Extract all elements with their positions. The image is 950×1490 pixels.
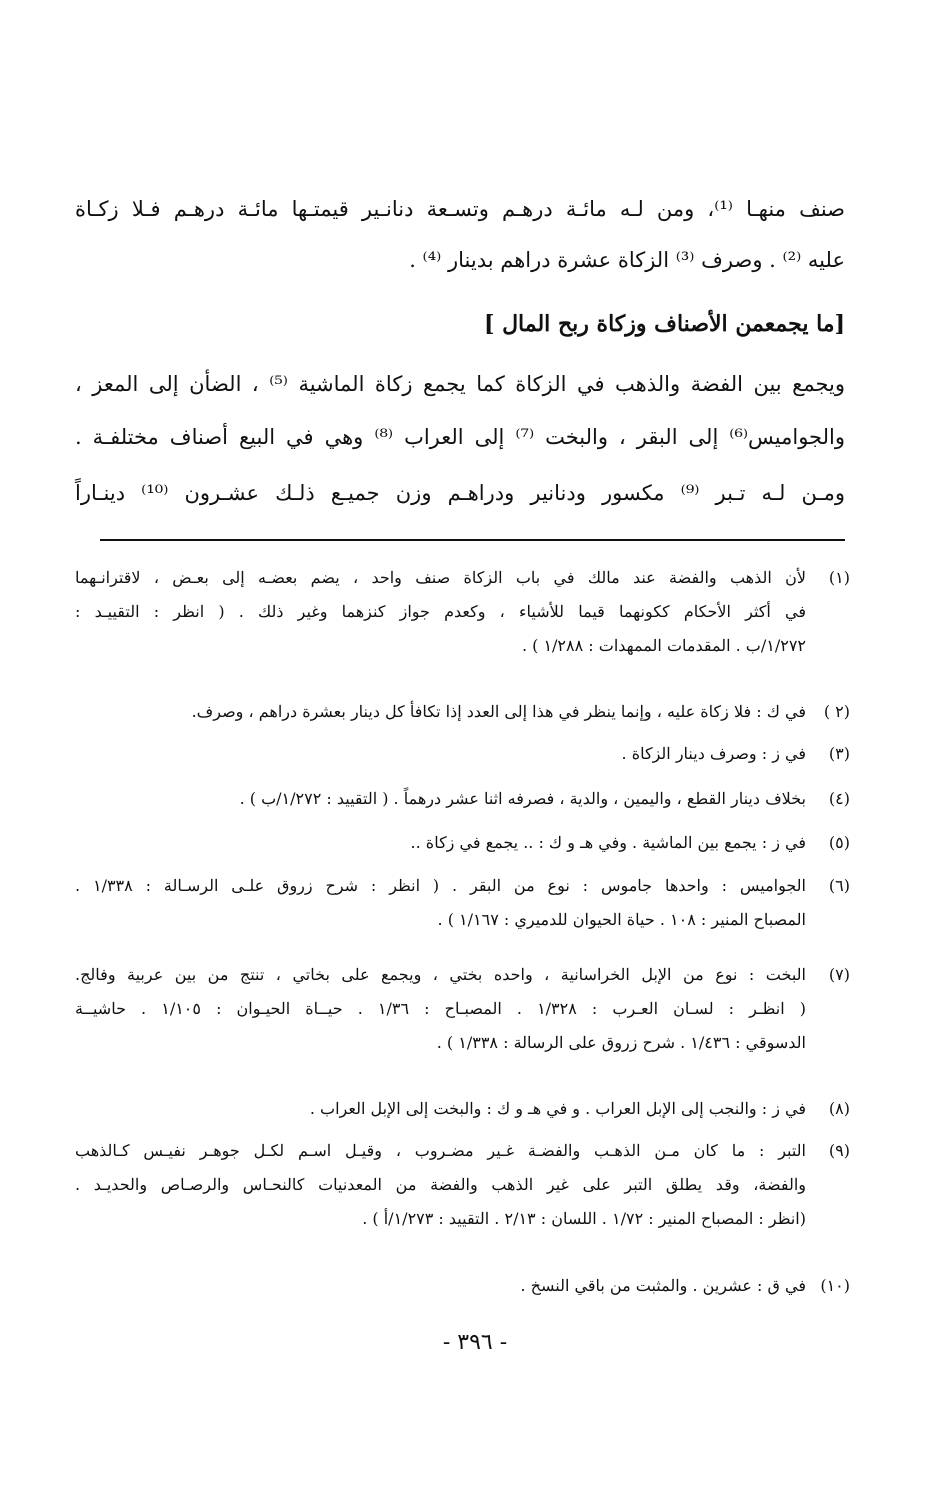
footnote-9 <box>75 1138 850 1240</box>
main-text-line-3: ويجمع بين الفضة والذهب في الزكاة كما يجمع زكاة الماشية ⁽⁵⁾ ، الضأن إلى المعز ، <box>75 372 845 396</box>
footnote-line: في ق : عشرين . والمثبت من باقي النسخ . <box>520 1276 806 1295</box>
section-heading: [ما يجمعمن الأصناف وزكاة ربح المال ] <box>484 311 845 337</box>
footnote-number: (٨) <box>828 1099 850 1118</box>
footnote-line: (انظر : المصباح المنير : ١/٧٢ . اللسان : ٢/١٣ . التقييد : ١/٢٧٣/أ ) . <box>362 1209 806 1228</box>
main-text-line-2: عليه ⁽²⁾ . وصرف ⁽³⁾ الزكاة عشرة دراهم بدينار ⁽⁴⁾ . <box>409 248 845 272</box>
footnote-6 <box>75 873 850 941</box>
footnote-line: في ز : والنجب إلى الإبل العراب . و في هـ و ك : والبخت إلى الإبل العراب . <box>309 1099 806 1118</box>
footnote-line: في ز : وصرف دينار الزكاة . <box>621 744 806 763</box>
footnote-line: ( انظـر : لسـان العـرب : ١/٣٢٨ . المصبـاح : ١/٣٦ . حيــاة الحيـوان : ١/١٠٥ . حاشيــة <box>75 999 807 1018</box>
footnote-1 <box>75 565 850 667</box>
footnote-line: في ز : يجمع بين الماشية . وفي هـ و ك : .. يجمع في زكاة .. <box>410 833 806 852</box>
footnote-number: (٦) <box>828 876 850 895</box>
footnote-8 <box>75 1096 850 1130</box>
footnote-line: التبر : ما كان مـن الذهـب والفضـة غـير مضـروب ، وقيـل اسـم لكـل جوهـر نفيـس كـالذهب <box>75 1141 806 1160</box>
footnote-number: (٥) <box>828 833 850 852</box>
footnote-line: المصباح المنير : ١٠٨ . حياة الحيوان للدميري : ١/١٦٧ ) . <box>437 910 806 929</box>
footnote-line: الدسوقي : ١/٤٣٦ . شرح زروق على الرسالة : ١/٣٣٨ ) . <box>436 1033 806 1052</box>
footnote-line: في أكثر الأحكام ككونهما قيما للأشياء ، وكعدم جواز كنزهما وغير ذلك . ( انظر : التقييـد : <box>75 602 806 621</box>
main-text-line-1: صنف منهـا ⁽¹⁾، ومن لـه مائـة درهـم وتسـعة دنانـير قيمتـها مائـة درهـم فـلا زكـاة <box>75 197 845 221</box>
footnote-separator <box>100 539 845 541</box>
footnote-line: بخلاف دينار القطع ، واليمين ، والدية ، فصرفه اثنا عشر درهماً . ( التقييد : ١/٢٧٢/ب ) . <box>239 789 806 808</box>
footnote-line: الجواميس : واحدها جاموس : نوع من البقر . ( انظر : شرح زروق علـى الرسـالة : ١/٣٣٨ . <box>75 876 807 895</box>
main-text-line-4: والجواميس⁽⁶⁾ إلى البقر ، والبخت ⁽⁷⁾ إلى العراب ⁽⁸⁾ وهي في البيع أصناف مختلفـة . <box>75 425 845 449</box>
page-number: - ٣٩٦ - <box>442 1330 508 1355</box>
footnote-3 <box>75 741 850 775</box>
footnote-number: (٤) <box>828 789 850 808</box>
footnote-line: ١/٢٧٢/ب . المقدمات الممهدات : ١/٢٨٨ ) . <box>521 636 806 655</box>
footnote-number: (١٠) <box>820 1276 850 1295</box>
main-text-line-5: ومـن لـه تـبر ⁽⁹⁾ مكسور ودنانير ودراهـم وزن جميـع ذلـك عشـرون ⁽¹⁰⁾ دينـاراً <box>75 481 845 505</box>
footnote-line: والفضة، وقد يطلق التبر على غير الذهب والفضة من المعدنيات كالنحـاس والرصـاص والحديـد . <box>75 1175 807 1194</box>
footnote-line: لأن الذهب والفضة عند مالك في باب الزكاة صنف واحد ، يضم بعضـه إلى بعـض ، لاقترانـهما <box>75 568 806 587</box>
footnote-10 <box>75 1273 850 1307</box>
footnote-number: (٢ ) <box>823 702 850 721</box>
footnote-line: البخت : نوع من الإبل الخراسانية ، واحده بختي ، ويجمع على بخاتي ، تنتج من بين عربية وفالج. <box>75 965 806 984</box>
footnote-2 <box>75 699 850 733</box>
footnote-number: (٣) <box>828 744 850 763</box>
footnote-line: في ك : فلا زكاة عليه ، وإنما ينظر في هذا إلى العدد إذا تكافأ كل دينار بعشرة دراهم ، وصرف. <box>191 702 806 721</box>
footnote-number: (١) <box>828 568 850 587</box>
footnote-4 <box>75 786 850 820</box>
footnote-number: (٩) <box>828 1141 850 1160</box>
footnote-5 <box>75 830 850 864</box>
footnote-number: (٧) <box>828 965 850 984</box>
footnote-7 <box>75 962 850 1064</box>
